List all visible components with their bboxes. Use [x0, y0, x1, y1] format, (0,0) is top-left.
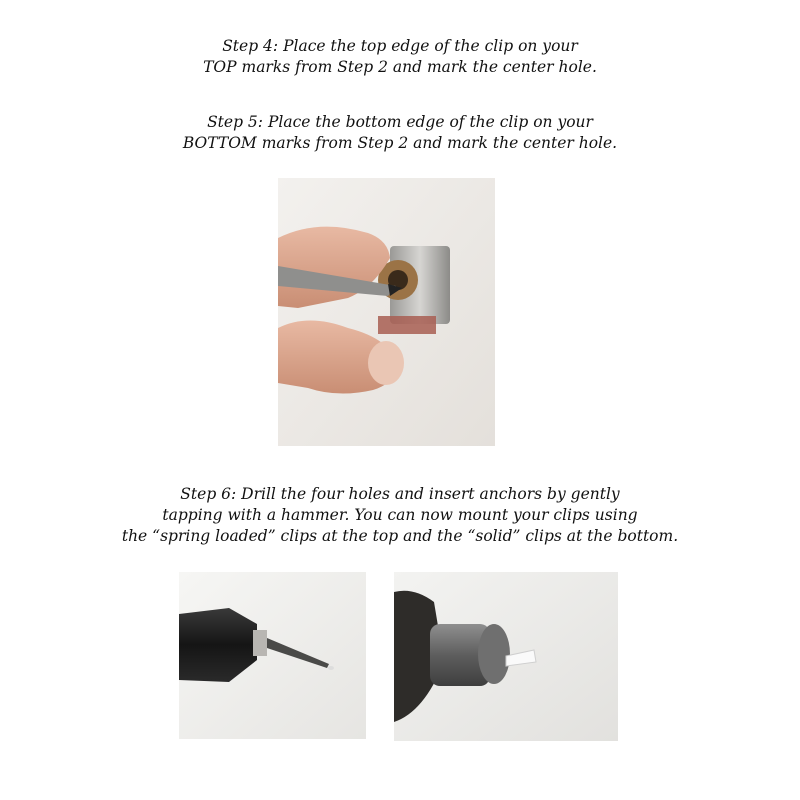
step-6-line-1: Step 6: Drill the four holes and insert anchors by gently — [180, 485, 620, 503]
step-6-line-3: the “spring loaded” clips at the top and the “solid” clips at the bottom. — [121, 527, 679, 545]
step-5-line-2: BOTTOM marks from Step 2 and mark the center hole. — [182, 134, 618, 152]
step-5-instructions — [0, 112, 800, 154]
step-4-instructions — [0, 36, 800, 78]
drill-holes-photo — [179, 572, 366, 739]
step-5-line-1: Step 5: Place the bottom edge of the clip on your — [207, 113, 593, 131]
step-6-line-2: tapping with a hammer. You can now mount your clips using — [162, 506, 638, 524]
mark-center-hole-photo — [278, 178, 495, 446]
step-4-line-1: Step 4: Place the top edge of the clip on your — [222, 37, 578, 55]
hammer-anchor-photo — [394, 572, 618, 741]
step-6-instructions — [0, 484, 800, 547]
step-4-line-2: TOP marks from Step 2 and mark the center hole. — [203, 58, 597, 76]
